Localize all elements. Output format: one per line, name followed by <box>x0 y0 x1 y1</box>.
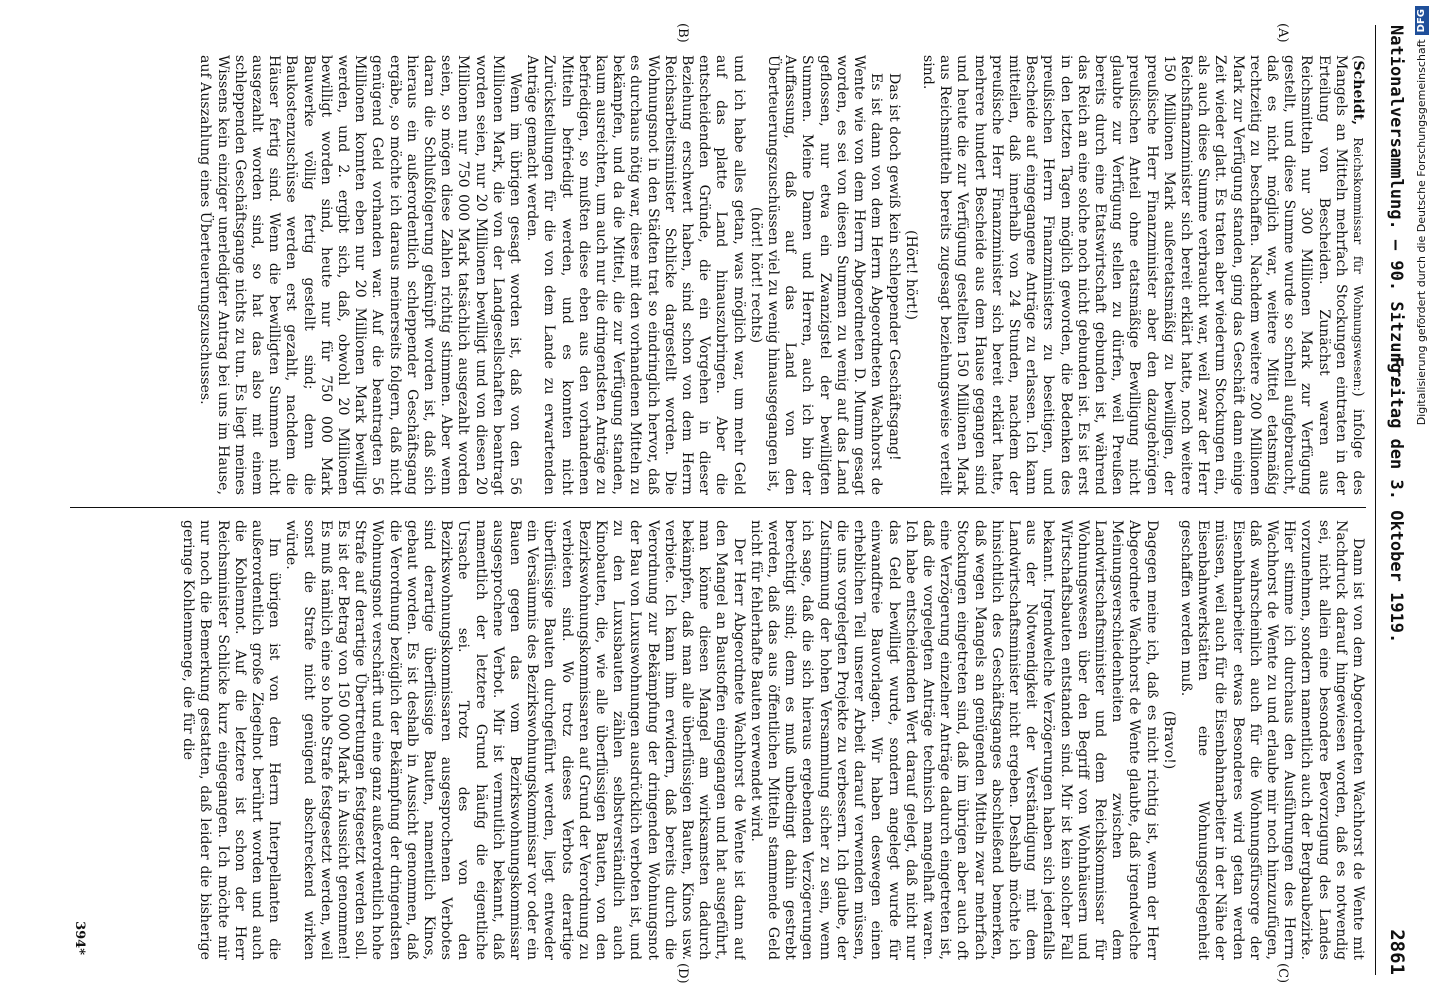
right-paragraph-4: Im übrigen ist von dem Herrn Interpellanten die außerordentlich große Ziegelnot berührt worden und auch die Kohlennot. Auf die letztere ist schon der Herr Reichsminister Schlicke kurz eingegangen. Ich möchte mir nur noch die Bemerkung gestatten, daß leider die bisherige geringe Kohlenmenge, die für die <box>180 520 283 960</box>
interjection-hoert: (Hört! hört!) <box>902 230 919 320</box>
left-paragraph-5: Wenn im übrigen gesagt worden ist, daß von den 56 Millionen Mark, die von der Landgesellschaften beantragt worden seien, nur 20 Millionen bewilligt und von diesen 20 Millionen nur 750 000 Mark tatsächlich ausgezahlt worden seien, so mögen diese Zahlen richtig stimmen. Aber wenn daran die Schlußfolgerung geknüpft worden ist, daß sich hieraus ein außerordentlich schleppender Geschäftsgang ergäbe, so möchte ich daraus meinerseits folgern, daß nicht genügend Geld vorhanden war. Auf die beantragten 56 Millionen konnten eben nur 20 Millionen Mark bewilligt werden, und 2. ergibt sich, daß, obwohl 20 Millionen bewilligt worden sind, heute nur für 750 000 Mark Bauwerke völlig fertig gestellt sind; denn die Baukostenzuschüsse werden erst gezahlt, nachdem die Häuser fertig sind. Wenn die bewilligten Summen nicht ausgezahlt worden sind, so hat das also mit einem schleppenden Geschäftsgange nichts zu tun. Es liegt meines Wissens kein einziger unerledigter Antrag bei uns im Hause, auf Auszahlung eines Überteuerungszuschusses. <box>197 55 524 495</box>
left-paragraph-4: und ich habe alles getan, was möglich war, um mehr Geld auf das platte Land hinauszubringen. Aber die entscheidenden Gründe, die ein Vorgehen in dieser Beziehung erschwert haben, sind schon von dem Herrn Reichsarbeitsminister Schlicke dargestellt worden. Die Wohnungsnot in den Städten trat so eindringlich hervor, daß es durchaus nötig war, diese mit den vorhandenen Mitteln zu bekämpfen, und da die Mittel, die zur Verfügung standen, kaum ausreichten, um auch nur die dringendsten Anträge zu befriedigen, so mußten diese eben aus den vorhandenen Mitteln befriedigt werden, und es konnten nicht Zurückstellungen für die von dem Lande zu erwartenden Anträge gemacht werden. <box>524 55 747 495</box>
left-paragraph-1: (Scheidt, Reichskommissar für Wohnungswesen:) infolge des Mangels an Mitteln mehrfach Stockungen eintraten in der Erteilung von Bescheiden. Zunächst waren aus Reichsmitteln nur 300 Millionen Mark zur Verfügung gestellt, und diese Summe wurde so schnell aufgebraucht, daß es nicht möglich war, weitere Mittel etatsmäßig rechtzeitig zu beschaffen. Nachdem weitere 200 Millionen Mark zur Verfügung standen, ging das Geschäft dann einige Zeit wieder glatt. Es traten aber wiederum Stockungen ein, als auch diese Summe verbraucht war, weil zwar der Herr Reichsfinanzminister sich bereit erklärt hatte, noch weitere 150 Millionen Mark außeretatsmäßig zu bewilligen, der preußische Herr Finanzminister aber den dazugehörigen preußischen Anteil ohne etatsmäßige Bewilligung nicht glaubte zur Verfügung stellen zu dürfen, weil Preußen bereits durch eine Etatswirtschaft gebunden ist, während das Reich an eine solche noch nicht gebunden ist. Es ist erst in den letzten Tagen möglich geworden, die Bedenken des preußischen Herrn Finanzministers zu beseitigen, und Bescheide auf eingegangene Anträge zu erlassen. Ich kann mitteilen, daß innerhalb von 24 Stunden, nachdem der preußische Herr Finanzminister sich bereit erklärt hatte, mehrere hundert Bescheide aus dem Hause gegangen sind und heute die zur Verfügung gestellten 150 Millionen Mark aus Reichsmitteln bereits zugesagt beziehungsweise verteilt sind. <box>919 55 1366 495</box>
page-header <box>1375 25 1410 975</box>
margin-marker-d: (D) <box>675 963 690 984</box>
printed-page <box>60 15 1410 985</box>
header-assembly-session: Nationalversammlung. — 90. Sitzung. <box>1386 25 1406 384</box>
header-date: Freitag den 3. Oktober 1919. <box>1386 356 1406 644</box>
digitization-side-note <box>1410 0 1434 1000</box>
margin-marker-a: (A) <box>1275 23 1290 43</box>
margin-marker-c: (C) <box>1275 963 1290 984</box>
right-text-column <box>70 520 1366 960</box>
left-paragraph-2: Das ist doch gewiß kein schleppender Geschäftsgang! <box>885 73 902 461</box>
rotated-scan-area <box>60 15 1410 985</box>
page-number: 2861 <box>1386 929 1408 975</box>
interjection-bravo: (Bravo!) <box>1160 710 1177 770</box>
interjection-hoert-rechts: (hört! hört! rechts) <box>747 206 764 344</box>
right-paragraph-1: Dann ist von dem Abgeordneten Wachhorst de Wente mit Nachdruck darauf hingewiesen worden, daß es notwendig sei, nicht allein eine besondere Bevorzugung des Landes vorzunehmen, sondern namentlich auch der Bergbaubezirke. Hier stimme ich durchaus den Ausführungen des Herrn Wachhorst de Wente zu und erlaube mir noch hinzuzufügen, daß wahrscheinlich auch für die Wohnungsfürsorge der Eisenbahnarbeiter etwas Besonderes wird getan werden müssen, weil auch für die Eisenbahnarbeiter in der Nähe der Eisenbahnwerkstätten eine Wohnungsgelegenheit geschaffen werden muß. <box>1177 520 1366 960</box>
speaker-name: Scheidt, <box>1350 60 1366 126</box>
margin-marker-b: (B) <box>675 23 690 43</box>
column-divider <box>70 507 1366 508</box>
speaker-role: Reichskommissar für Wohnungswesen: <box>1351 137 1365 392</box>
left-paragraph-1-text: infolge des Mangels an Mitteln mehrfach Stockungen eintraten in der Erteilung von Bescheiden. Zunächst waren aus Reichsmitteln nur 300 Millionen Mark zur Verfügung gestellt, und diese Summe wurde so schnell aufgebraucht, daß es nicht möglich war, weitere Mittel etatsmäßig rechtzeitig zu beschaffen. Nachdem weitere 200 Millionen Mark zur Verfügung standen, ging das Geschäft dann einige Zeit wieder glatt. Es traten aber wiederum Stockungen ein, als auch diese Summe verbraucht war, weil zwar der Herr Reichsfinanzminister sich bereit erklärt hatte, noch weitere 150 Millionen Mark außeretatsmäßig zu bewilligen, der preußische Herr Finanzminister aber den dazugehörigen preußischen Anteil ohne etatsmäßige Bewilligung nicht glaubte zur Verfügung stellen zu dürfen, weil Preußen bereits durch eine Etatswirtschaft gebunden ist, während das Reich an eine solche noch nicht gebunden ist. Es ist erst in den letzten Tagen möglich geworden, die Bedenken des preußischen Herrn Finanzministers zu beseitigen, und Bescheide auf eingegangene Anträge zu erlassen. Ich kann mitteilen, daß innerhalb von 24 Stunden, nachdem der preußische Herr Finanzminister sich bereit erklärt hatte, mehrere hundert Bescheide aus dem Hause gegangen sind und heute die zur Verfügung gestellten 150 Millionen Mark aus Reichsmitteln bereits zugesagt beziehungsweise verteilt sind. <box>919 55 1366 495</box>
right-paragraph-2: Dagegen meine ich, daß es nicht richtig ist, wenn der Herr Abgeordnete Wachhorst de Wente glaubte, daß irgendwelche Meinungsverschiedenheiten zwischen dem Landwirtschaftsminister und dem Reichskommissar für Wohnungswesen über den Begriff von Wohnhäusern und Wirtschaftsbauten entstanden sind. Mir ist kein solcher Fall bekannt. Irgendwelche Verzögerungen haben sich jedenfalls aus der Notwendigkeit der Verständigung mit dem Landwirtschaftsminister nicht ergeben. Deshalb möchte ich hinsichtlich des Geschäftsganges abschließend bemerken, daß wegen Mangels an genügenden Mitteln zwar mehrfach Stockungen eingetreten sind, daß im übrigen aber auch oft eine Verzögerung einzelner Anträge dadurch eingetreten ist, daß die vorgelegten Anträge technisch mangelhaft waren. Ich habe entscheidenden Wert darauf gelegt, daß nicht nur das Geld bewilligt wurde, sondern angelegt wurde für einwandfreie Bauvorlagen. Wir haben deswegen einen erheblichen Teil unserer Arbeit darauf verwenden müssen, die uns vorgelegten Projekte zu verbessern. Ich glaube, der Zustimmung der hohen Versammlung sicher zu sein, wenn ich sage, daß die sich hieraus ergebenden Verzögerungen berechtigt sind; denn es muß unbedingt dahin gestrebt werden, daß das aus öffentlichen Mitteln stammende Geld nicht für fehlerhafte Bauten verwendet wird. <box>747 520 1160 960</box>
digitization-credit-text: Digitalisierung gefördert durch die Deutsche Forschungsgemeinschaft <box>1415 39 1428 426</box>
dfg-logo: DFG <box>1415 6 1429 35</box>
left-paragraph-3: Es ist dann von dem Herrn Abgeordneten Wachhorst de Wente wie von dem Herrn Abgeordneten D. Mumm gesagt worden, es sei von diesen Summen zu wenig auf das Land geflossen, nur etwa ein Zwanzigstel der bewilligten Summen. Meine Damen und Herren, auch ich bin der Auffassung, daß auf das Land von den Überteuerungszuschüssen viel zu wenig hinausgegangen ist, <box>765 55 885 495</box>
right-paragraph-3: Der Herr Abgeordnete Wachhorst de Wente ist dann auf den Mangel an Baustoffen eingegangen und hat ausgeführt, man könne diesen Mangel am wirksamsten dadurch bekämpfen, daß man alle überflüssigen Bauten, Kinos usw. verbiete. Ich kann ihm erwidern, daß bereits durch die Verordnung zur Bekämpfung der dringenden Wohnungsnot der Bau von Luxuswohnungen ausdrücklich verboten ist, und zu den Luxusbauten zählen selbstverständlich auch Kinobauten, die, wie alle überflüssigen Bauten, von den Bezirkswohnungskommissaren auf Grund der Verordnung zu verbieten sind. Wo trotz dieses Verbots derartige überflüssige Bauten durchgeführt werden, liegt entweder ein Versäumnis des Bezirkswohnungskommissar vor oder ein Bauen gegen das vom Bezirkswohnungskommissar ausgesprochene Verbot. Mir ist vermutlich bekannt, daß namentlich der letztere Grund häufig die eigentliche Ursache sei. Trotz des von den Bezirkswohnungskommissaren ausgesprochenen Verbotes sind derartige überflüssige Bauten, namentlich Kinos, gebaut worden. Es ist deshalb in Aussicht genommen, daß die Verordnung bezüglich der Bekämpfung der dringendsten Wohnungsnot verschärft und eine ganz außerordentlich hohe Strafe auf derartige Übertretungen festgesetzt werden soll. Es ist der Betrag von 150 000 Mark in Aussicht genommen! Es muß nämlich eine so hohe Strafe festgesetzt werden, weil sonst die Strafe nicht genügend abschreckend wirken würde. <box>283 520 747 960</box>
left-text-column <box>70 55 1366 495</box>
printer-signature-mark: 394* <box>72 921 87 955</box>
